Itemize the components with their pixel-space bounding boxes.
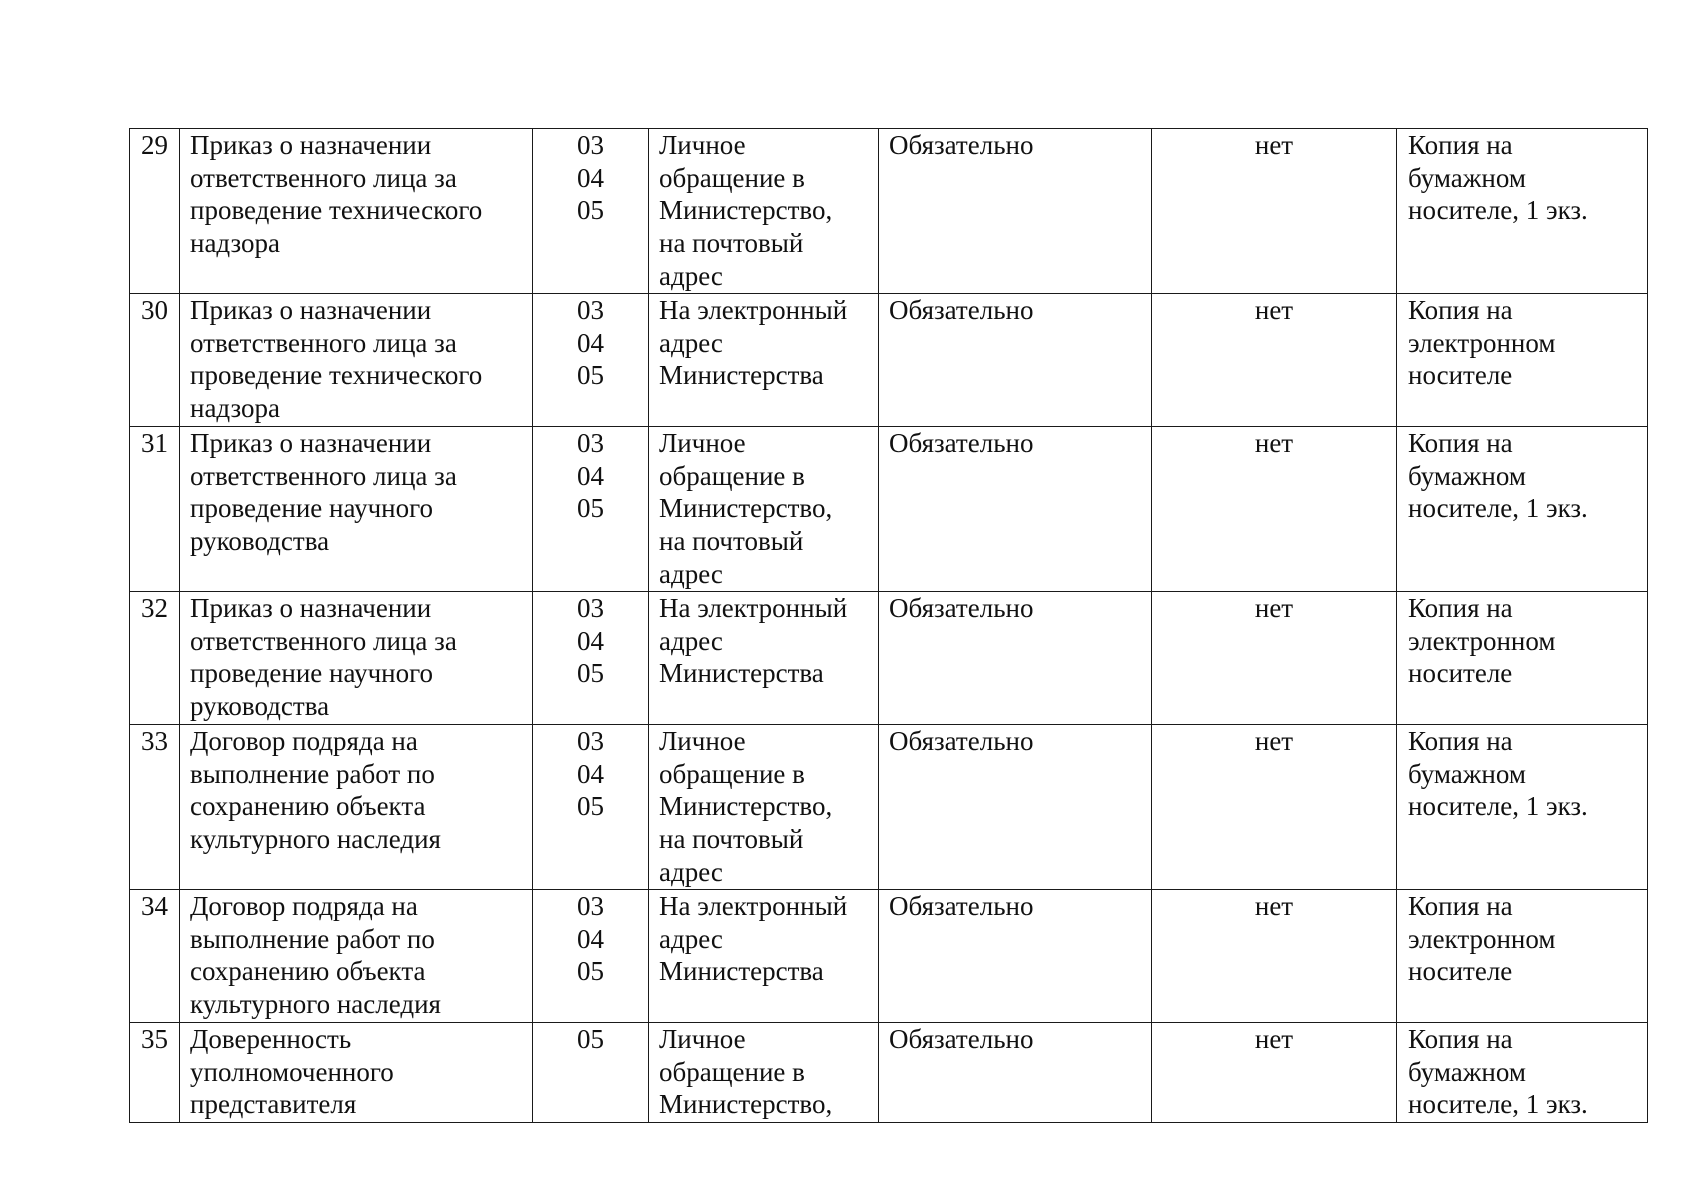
obligation-status: Обязательно — [889, 130, 1034, 160]
obligation-status: Обязательно — [889, 428, 1034, 458]
document-name-line: Договор подряда на — [190, 726, 418, 756]
copy-format-cell — [1397, 129, 1648, 294]
original-required-cell — [1152, 427, 1397, 592]
document-name-line: руководства — [190, 691, 330, 722]
row-number-cell — [130, 1023, 180, 1123]
document-name-line: надзора — [190, 228, 280, 259]
submission-channel-line: обращение в — [659, 162, 805, 193]
row-number: 29 — [141, 130, 168, 160]
submission-channel-line: Личное — [659, 428, 746, 458]
row-number: 31 — [141, 428, 168, 458]
document-name-line: проведение технического — [190, 195, 483, 226]
copy-format-line: бумажном — [1408, 162, 1526, 193]
copy-format-line: электронном — [1408, 923, 1556, 954]
document-name-line: сохранению объекта — [190, 791, 426, 822]
obligation-status: Обязательно — [889, 593, 1034, 623]
document-name-cell — [180, 592, 533, 725]
document-name-line: ответственного лица за — [190, 162, 457, 193]
copy-format-line: Копия на — [1408, 726, 1513, 756]
document-name-line: надзора — [190, 393, 280, 424]
obligation-status-cell — [879, 427, 1152, 592]
obligation-status: Обязательно — [889, 726, 1034, 756]
applicant-codes-line: 05 — [577, 791, 604, 822]
row-number-cell — [130, 890, 180, 1023]
applicant-codes-cell — [533, 294, 649, 427]
table-row — [130, 592, 1648, 725]
document-name-cell — [180, 1023, 533, 1123]
applicant-codes-cell — [533, 890, 649, 1023]
applicant-codes-line: 04 — [577, 162, 604, 193]
copy-format-line: носителе — [1408, 360, 1513, 391]
row-number: 30 — [141, 295, 168, 325]
obligation-status: Обязательно — [889, 1024, 1034, 1054]
submission-channel-cell — [649, 129, 879, 294]
obligation-status-cell — [879, 890, 1152, 1023]
row-number-cell — [130, 129, 180, 294]
documents-table — [129, 128, 1648, 1123]
table-row — [130, 129, 1648, 294]
submission-channel-line: обращение в — [659, 758, 805, 789]
applicant-codes-line: 05 — [577, 195, 604, 226]
table-row — [130, 1023, 1648, 1123]
document-name-line: Приказ о назначении — [190, 593, 432, 623]
obligation-status-cell — [879, 592, 1152, 725]
document-name-cell — [180, 890, 533, 1023]
copy-format-line: носителе — [1408, 956, 1513, 987]
copy-format-line: носителе, 1 экз. — [1408, 493, 1588, 524]
copy-format-line: Копия на — [1408, 1024, 1513, 1054]
document-name-line: ответственного лица за — [190, 625, 457, 656]
original-required: нет — [1254, 295, 1294, 325]
copy-format-line: электронном — [1408, 327, 1556, 358]
obligation-status-cell — [879, 294, 1152, 427]
copy-format-line: носителе, 1 экз. — [1408, 195, 1588, 226]
document-name-line: Договор подряда на — [190, 891, 418, 921]
original-required: нет — [1254, 891, 1294, 921]
submission-channel-line: На электронный — [659, 891, 848, 921]
row-number: 34 — [141, 891, 168, 921]
obligation-status-cell — [879, 129, 1152, 294]
original-required: нет — [1254, 130, 1294, 160]
submission-channel-cell — [649, 890, 879, 1023]
submission-channel-line: Министерства — [659, 956, 824, 987]
copy-format-line: Копия на — [1408, 891, 1513, 921]
document-name-line: проведение научного — [190, 658, 434, 689]
document-name-cell — [180, 129, 533, 294]
applicant-codes-cell — [533, 129, 649, 294]
submission-channel-line: Личное — [659, 726, 746, 756]
document-name-line: культурного наследия — [190, 824, 441, 855]
copy-format-line: Копия на — [1408, 428, 1513, 458]
document-name-line: выполнение работ по — [190, 758, 435, 789]
document-name-line: Приказ о назначении — [190, 130, 432, 160]
copy-format-line: электронном — [1408, 625, 1556, 656]
submission-channel-line: Министерство, — [659, 1089, 833, 1120]
submission-channel-line: адрес — [659, 260, 723, 291]
original-required-cell — [1152, 890, 1397, 1023]
submission-channel-line: Министерство, — [659, 791, 833, 822]
document-name-line: ответственного лица за — [190, 327, 457, 358]
applicant-codes-line: 04 — [577, 327, 604, 358]
copy-format-cell — [1397, 890, 1648, 1023]
copy-format-cell — [1397, 294, 1648, 427]
submission-channel-line: адрес — [659, 625, 723, 656]
document-name-line: Приказ о назначении — [190, 428, 432, 458]
submission-channel-cell — [649, 427, 879, 592]
copy-format-line: бумажном — [1408, 758, 1526, 789]
submission-channel-line: обращение в — [659, 460, 805, 491]
submission-channel-line: на почтовый — [659, 228, 804, 259]
document-name-line: Приказ о назначении — [190, 295, 432, 325]
applicant-codes-cell — [533, 725, 649, 890]
applicant-codes-line: 03 — [577, 130, 604, 160]
copy-format-line: Копия на — [1408, 130, 1513, 160]
submission-channel-line: Министерства — [659, 360, 824, 391]
copy-format-line: носителе, 1 экз. — [1408, 791, 1588, 822]
copy-format-cell — [1397, 725, 1648, 890]
submission-channel-line: на почтовый — [659, 526, 804, 557]
row-number-cell — [130, 294, 180, 427]
document-name-line: культурного наследия — [190, 989, 441, 1020]
submission-channel-cell — [649, 592, 879, 725]
copy-format-line: бумажном — [1408, 1056, 1526, 1087]
original-required-cell — [1152, 1023, 1397, 1123]
submission-channel-cell — [649, 294, 879, 427]
copy-format-line: Копия на — [1408, 593, 1513, 623]
applicant-codes-line: 03 — [577, 726, 604, 756]
submission-channel-line: адрес — [659, 558, 723, 589]
table-row — [130, 427, 1648, 592]
obligation-status: Обязательно — [889, 891, 1034, 921]
applicant-codes-line: 04 — [577, 758, 604, 789]
original-required-cell — [1152, 294, 1397, 427]
document-name-line: проведение технического — [190, 360, 483, 391]
applicant-codes-line: 03 — [577, 891, 604, 921]
applicant-codes-cell — [533, 592, 649, 725]
applicant-codes-line: 05 — [577, 1024, 604, 1054]
applicant-codes-line: 03 — [577, 295, 604, 325]
submission-channel-line: Личное — [659, 1024, 746, 1054]
submission-channel-line: адрес — [659, 856, 723, 887]
document-name-line: представителя — [190, 1089, 357, 1120]
applicant-codes-line: 05 — [577, 956, 604, 987]
obligation-status-cell — [879, 1023, 1152, 1123]
applicant-codes-line: 05 — [577, 493, 604, 524]
document-name-line: уполномоченного — [190, 1056, 394, 1087]
row-number: 33 — [141, 726, 168, 756]
submission-channel-cell — [649, 725, 879, 890]
document-name-line: Доверенность — [190, 1024, 352, 1054]
applicant-codes-cell — [533, 427, 649, 592]
copy-format-line: носителе — [1408, 658, 1513, 689]
copy-format-line: бумажном — [1408, 460, 1526, 491]
document-name-cell — [180, 294, 533, 427]
original-required: нет — [1254, 726, 1294, 756]
document-name-cell — [180, 427, 533, 592]
table-body — [130, 129, 1648, 1123]
applicant-codes-line: 05 — [577, 360, 604, 391]
applicant-codes-line: 03 — [577, 428, 604, 458]
row-number: 32 — [141, 593, 168, 623]
original-required: нет — [1254, 1024, 1294, 1054]
applicant-codes-line: 05 — [577, 658, 604, 689]
table-row — [130, 725, 1648, 890]
applicant-codes-cell — [533, 1023, 649, 1123]
submission-channel-line: адрес — [659, 327, 723, 358]
submission-channel-line: На электронный — [659, 295, 848, 325]
applicant-codes-line: 04 — [577, 923, 604, 954]
copy-format-line: Копия на — [1408, 295, 1513, 325]
row-number-cell — [130, 592, 180, 725]
submission-channel-line: Личное — [659, 130, 746, 160]
applicant-codes-line: 04 — [577, 625, 604, 656]
original-required-cell — [1152, 129, 1397, 294]
copy-format-cell — [1397, 592, 1648, 725]
applicant-codes-line: 04 — [577, 460, 604, 491]
copy-format-cell — [1397, 427, 1648, 592]
document-name-line: выполнение работ по — [190, 923, 435, 954]
document-name-line: проведение научного — [190, 493, 434, 524]
copy-format-cell — [1397, 1023, 1648, 1123]
applicant-codes-line: 03 — [577, 593, 604, 623]
submission-channel-cell — [649, 1023, 879, 1123]
submission-channel-line: Министерства — [659, 658, 824, 689]
submission-channel-line: адрес — [659, 923, 723, 954]
original-required: нет — [1254, 428, 1294, 458]
submission-channel-line: на почтовый — [659, 824, 804, 855]
original-required: нет — [1254, 593, 1294, 623]
document-name-line: ответственного лица за — [190, 460, 457, 491]
submission-channel-line: обращение в — [659, 1056, 805, 1087]
submission-channel-line: Министерство, — [659, 493, 833, 524]
submission-channel-line: На электронный — [659, 593, 848, 623]
copy-format-line: носителе, 1 экз. — [1408, 1089, 1588, 1120]
obligation-status: Обязательно — [889, 295, 1034, 325]
obligation-status-cell — [879, 725, 1152, 890]
original-required-cell — [1152, 725, 1397, 890]
document-name-line: руководства — [190, 526, 330, 557]
table-row — [130, 294, 1648, 427]
submission-channel-line: Министерство, — [659, 195, 833, 226]
table-row — [130, 890, 1648, 1023]
document-name-cell — [180, 725, 533, 890]
original-required-cell — [1152, 592, 1397, 725]
row-number-cell — [130, 725, 180, 890]
row-number-cell — [130, 427, 180, 592]
document-name-line: сохранению объекта — [190, 956, 426, 987]
row-number: 35 — [141, 1024, 168, 1054]
